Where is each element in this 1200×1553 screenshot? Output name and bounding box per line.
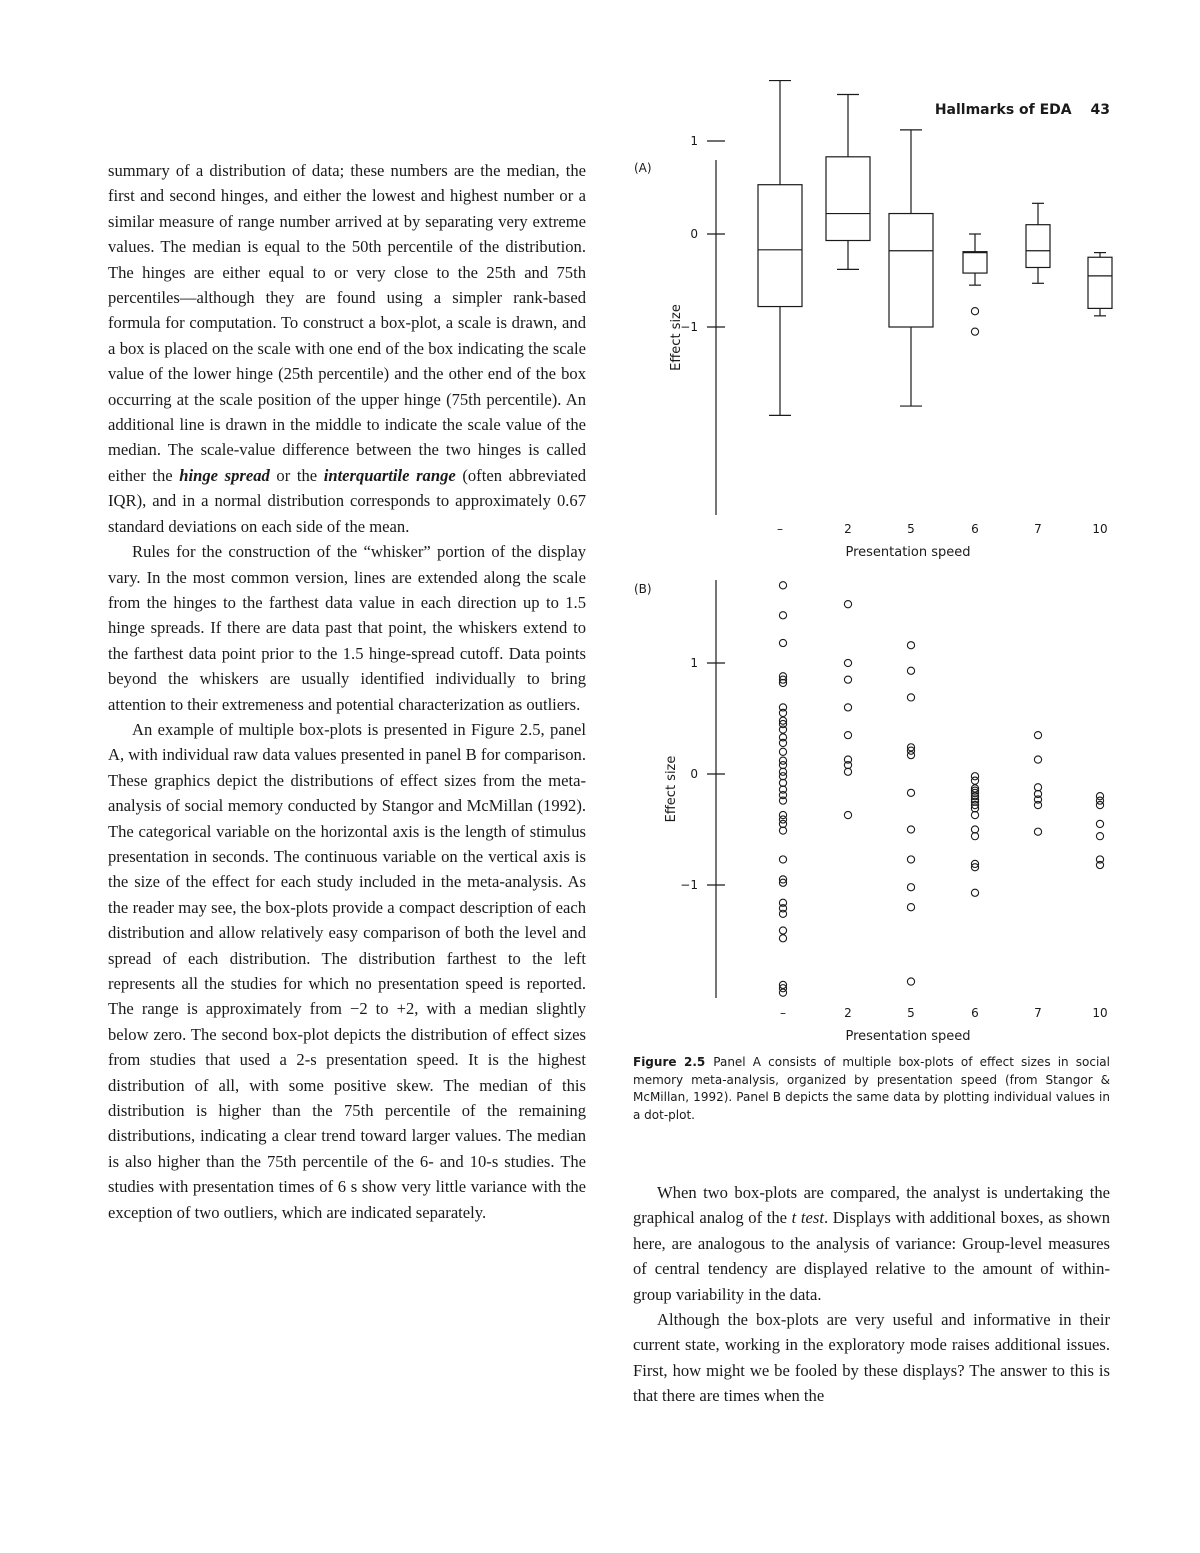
panel-label: (A) <box>634 161 652 175</box>
x-tick-label: 6 <box>971 522 979 536</box>
left-paragraph <box>108 717 586 1225</box>
x-tick-label: 10 <box>1092 1006 1108 1020</box>
data-point <box>779 856 786 863</box>
data-point <box>779 910 786 917</box>
x-tick-label: 5 <box>907 522 915 536</box>
text-run: When two box-plots are compared, the analyst is undertaking the graphical analog of the <box>633 1183 1110 1228</box>
data-point <box>1096 820 1103 827</box>
y-tick-label: 1 <box>690 656 698 670</box>
x-tick-label: 2 <box>844 522 852 536</box>
box <box>1088 257 1112 308</box>
running-head <box>880 102 1110 118</box>
data-point <box>1034 732 1041 739</box>
text-run: or the <box>269 465 324 485</box>
y-tick-label: −1 <box>680 320 698 334</box>
data-point <box>907 856 914 863</box>
data-point <box>779 726 786 733</box>
box <box>963 252 987 273</box>
x-tick-label: 6 <box>971 1006 979 1020</box>
data-point <box>844 659 851 666</box>
data-point <box>907 978 914 985</box>
data-point <box>779 709 786 716</box>
text-run: Rules for the construction of the “whisker” portion of the display vary. In the most common version, lines are extended along the scale from the hinges to the farthest data value in each direction up to 1.5 hinge spreads. If there are data past that point, the whiskers extend to the farthest data point prior to the 1.5 hinge-spread cutoff. Data points beyond the whiskers are usually identified individually to bring attention to their extremeness and potential characterization as outliers. <box>108 542 586 714</box>
data-point <box>1096 801 1103 808</box>
data-point <box>779 797 786 804</box>
caption-text: Panel A consists of multiple box-plots of effect sizes in social memory meta-analysis, organized by presentation speed (from Stangor & McMillan, 1992). Panel B depicts the same data by plotting individual values in a dot-plot. <box>633 1055 1110 1122</box>
caption-label: Figure 2.5 <box>633 1055 706 1069</box>
emphasized-term: t test <box>791 1208 824 1228</box>
data-point <box>907 642 914 649</box>
text-run: summary of a distribution of data; these numbers are the median, the first and second hinges, and either the lowest and highest number or a similar measure of range number arrived at by separating very extreme values. The median is equal to the 50th percentile of the distribution. The hinges are either equal to or very close to the 25th and 75th percentiles—although they are found using a simpler rank-based formula for computation. To construct a box-plot, a scale is drawn, and a box is placed on the scale with one end of the box indicating the scale value of the lower hinge (25th percentile) and the other end of the box occurring at the scale position of the upper hinge (75th percentile). An additional line is drawn in the middle to indicate the scale value of the median. The scale-value difference between the two hinges is called either the <box>108 161 586 485</box>
data-point <box>779 739 786 746</box>
y-tick-label: 1 <box>690 134 698 148</box>
y-tick-label: 0 <box>690 227 698 241</box>
data-point <box>779 748 786 755</box>
data-point <box>907 884 914 891</box>
data-point <box>779 989 786 996</box>
x-tick-label: – <box>777 522 783 536</box>
data-point <box>907 904 914 911</box>
emphasized-term: interquartile range <box>323 465 456 485</box>
right-paragraph <box>633 1180 1110 1307</box>
text-run: An example of multiple box-plots is presented in Figure 2.5, panel A, with individual raw data values presented in panel B for comparison. These graphics depict the distributions of effect sizes from the meta-analysis of social memory conducted by Stangor and McMillan (1992). The categorical variable on the horizontal axis is the length of stimulus presentation in seconds. The continuous variable on the vertical axis is the size of the effect for each study included in the meta-analysis. As the reader may see, the box-plots provide a compact description of each distribution and allow relatively easy comparison of both the level and spread of each distribution. The distribution farthest to the left represents all the studies for which no presentation speed is reported. The range is approximately from −2 to +2, with a median slightly below zero. The second box-plot depicts the distribution of effect sizes from studies that used a 2-s presentation speed. It is the highest distribution of all, with some positive skew. The median of this distribution is higher than the 75th percentile of the remaining distributions, indicating a clear trend toward larger values. The median is also higher than the 75th percentile of the 6- and 10-s studies. The studies with presentation times of 6 s show very little variance with the exception of two outliers, which are indicated separately. <box>108 719 586 1222</box>
data-point <box>779 612 786 619</box>
x-tick-label: 5 <box>907 1006 915 1020</box>
x-tick-label: – <box>780 1006 786 1020</box>
outlier-point <box>971 308 978 315</box>
y-tick-label: 0 <box>690 767 698 781</box>
data-point <box>1096 833 1103 840</box>
data-point <box>779 927 786 934</box>
data-point <box>844 704 851 711</box>
data-point <box>971 777 978 784</box>
y-axis-title: Effect size <box>669 304 684 371</box>
data-point <box>844 601 851 608</box>
figure-2-5 <box>620 134 1120 1050</box>
data-point <box>779 935 786 942</box>
data-point <box>907 667 914 674</box>
emphasized-term: hinge spread <box>179 465 270 485</box>
data-point <box>1034 828 1041 835</box>
data-point <box>844 732 851 739</box>
y-tick-label: −1 <box>680 878 698 892</box>
x-tick-label: 7 <box>1034 1006 1042 1020</box>
data-point <box>907 694 914 701</box>
running-title: Hallmarks of EDA <box>934 102 1072 118</box>
data-point <box>907 752 914 759</box>
data-point <box>779 582 786 589</box>
data-point <box>844 811 851 818</box>
data-point <box>971 889 978 896</box>
box-and-dot-plot-figure <box>620 134 1120 1050</box>
x-axis-title: Presentation speed <box>845 1029 971 1044</box>
data-point <box>1034 756 1041 763</box>
right-column <box>633 1180 1110 1409</box>
data-point <box>1096 861 1103 868</box>
left-paragraph <box>108 539 586 717</box>
right-paragraph <box>633 1307 1110 1409</box>
left-paragraph <box>108 158 586 539</box>
x-tick-label: 10 <box>1092 522 1108 536</box>
data-point <box>844 676 851 683</box>
box <box>826 157 870 241</box>
figure-caption <box>633 1054 1110 1124</box>
box <box>889 214 933 327</box>
text-run: Although the box-plots are very useful and informative in their current state, working in the exploratory mode raises additional issues. First, how might we be fooled by these displays? The answer to this is that there are times when the <box>633 1310 1110 1406</box>
x-tick-label: 2 <box>844 1006 852 1020</box>
text-run: . Displays with additional boxes, as shown here, are analogous to the analysis of variance: Group-level measures of central tendency are displayed relative to the amount of within-group variability in the data. <box>633 1208 1110 1304</box>
x-axis-title: Presentation speed <box>845 545 971 560</box>
data-point <box>907 826 914 833</box>
y-axis-title: Effect size <box>664 755 679 823</box>
text-run: (often abbreviated IQR), and in a normal distribution corresponds to approximately 0.67 standard deviations on each side of the mean. <box>108 465 586 536</box>
left-column <box>108 158 586 1225</box>
data-point <box>1034 801 1041 808</box>
data-point <box>907 789 914 796</box>
data-point <box>779 639 786 646</box>
panel-label: (B) <box>634 582 652 596</box>
box <box>1026 225 1050 268</box>
x-tick-label: 7 <box>1034 522 1042 536</box>
box <box>758 185 802 307</box>
outlier-point <box>971 328 978 335</box>
page-number: 43 <box>1090 102 1110 118</box>
